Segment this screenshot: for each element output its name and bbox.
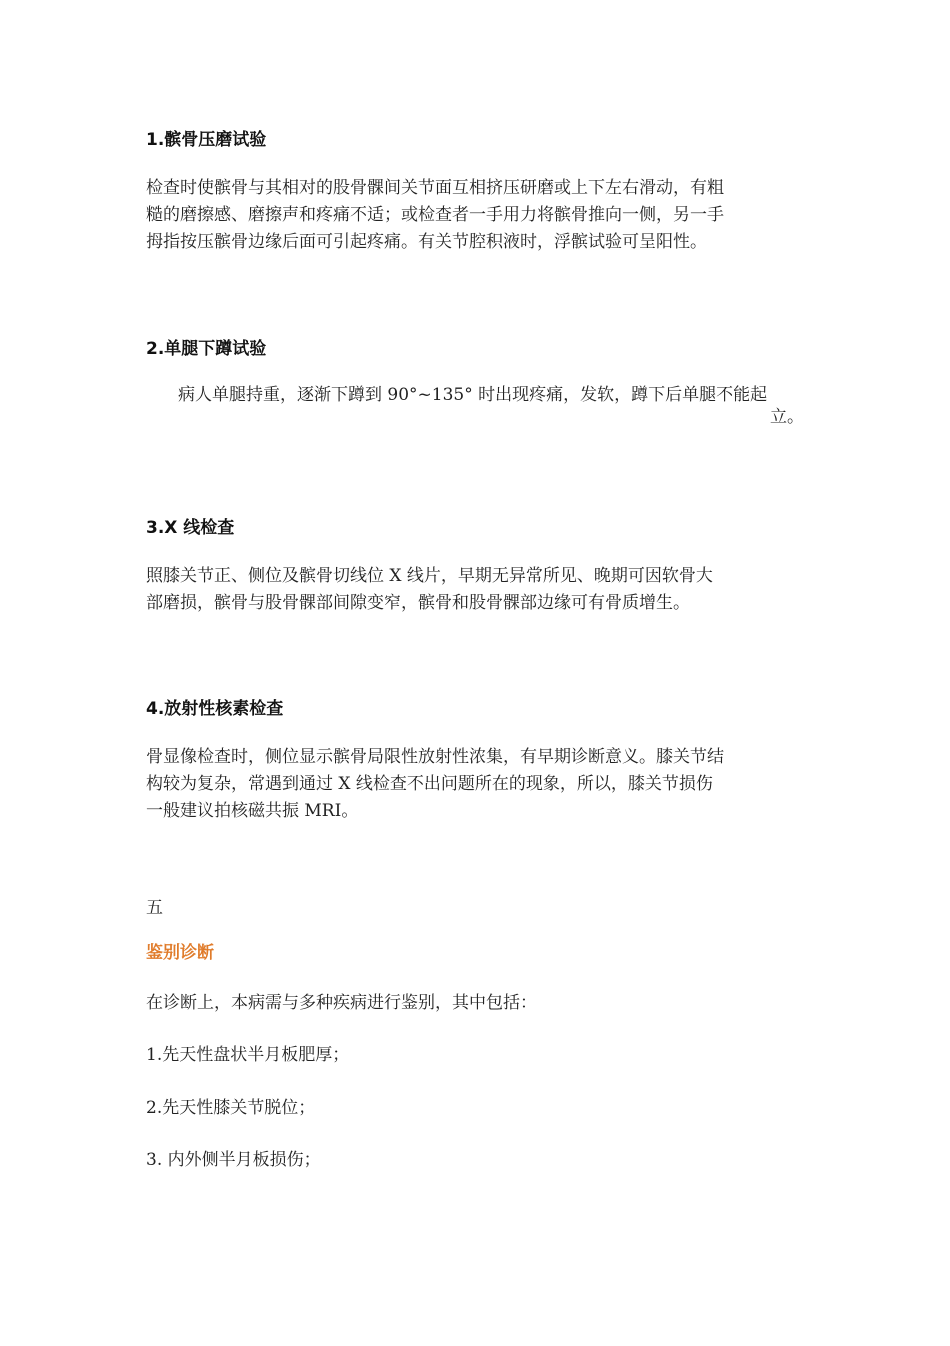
text-line: 构较为复杂，常遇到通过 X 线检查不出问题所在的现象，所以，膝关节损伤 bbox=[146, 774, 713, 794]
text-line: 部磨损，髌骨与股骨髁部间隙变窄，髌骨和股骨髁部边缘可有骨质增生。 bbox=[146, 593, 690, 613]
text-line: 骨显像检查时，侧位显示髌骨局限性放射性浓集，有早期诊断意义。膝关节结 bbox=[146, 747, 724, 767]
section-body-patella-grinding-test bbox=[146, 175, 806, 256]
section-heading-radionuclide-exam: 4.放射性核素检查 bbox=[146, 699, 284, 719]
text-line: 拇指按压髌骨边缘后面可引起疼痛。有关节腔积液时，浮髌试验可呈阳性。 bbox=[146, 232, 707, 252]
text-line: 病人单腿持重，逐渐下蹲到 90°~135° 时出现疼痛，发软，蹲下后单腿不能起 bbox=[178, 385, 768, 405]
text-line: 照膝关节正、侧位及髌骨切线位 X 线片，早期无异常所见、晚期可因软骨大 bbox=[146, 566, 713, 586]
section-body-xray-exam bbox=[146, 563, 806, 617]
part-number: 五 bbox=[146, 898, 163, 918]
text-line: 一般建议拍核磁共振 MRI。 bbox=[146, 801, 359, 821]
part-title-differential-diagnosis: 鉴别诊断 bbox=[146, 943, 214, 963]
text-line: 立。 bbox=[770, 407, 804, 427]
section-body-single-leg-squat-test bbox=[146, 384, 814, 428]
text-line: 检查时使髌骨与其相对的股骨髁间关节面互相挤压研磨或上下左右滑动，有粗 bbox=[146, 178, 724, 198]
section-heading-xray-exam: 3.X 线检查 bbox=[146, 518, 235, 538]
differential-intro: 在诊断上，本病需与多种疾病进行鉴别，其中包括： bbox=[146, 993, 537, 1013]
section-heading-patella-grinding-test: 1.髌骨压磨试验 bbox=[146, 130, 267, 150]
list-item: 2.先天性膝关节脱位； bbox=[146, 1098, 316, 1118]
section-heading-single-leg-squat-test: 2.单腿下蹲试验 bbox=[146, 339, 267, 359]
list-item: 1.先天性盘状半月板肥厚； bbox=[146, 1045, 350, 1065]
text-line: 糙的磨擦感、磨擦声和疼痛不适；或检查者一手用力将髌骨推向一侧，另一手 bbox=[146, 205, 724, 225]
list-item: 3. 内外侧半月板损伤； bbox=[146, 1150, 321, 1170]
section-body-radionuclide-exam bbox=[146, 744, 806, 825]
